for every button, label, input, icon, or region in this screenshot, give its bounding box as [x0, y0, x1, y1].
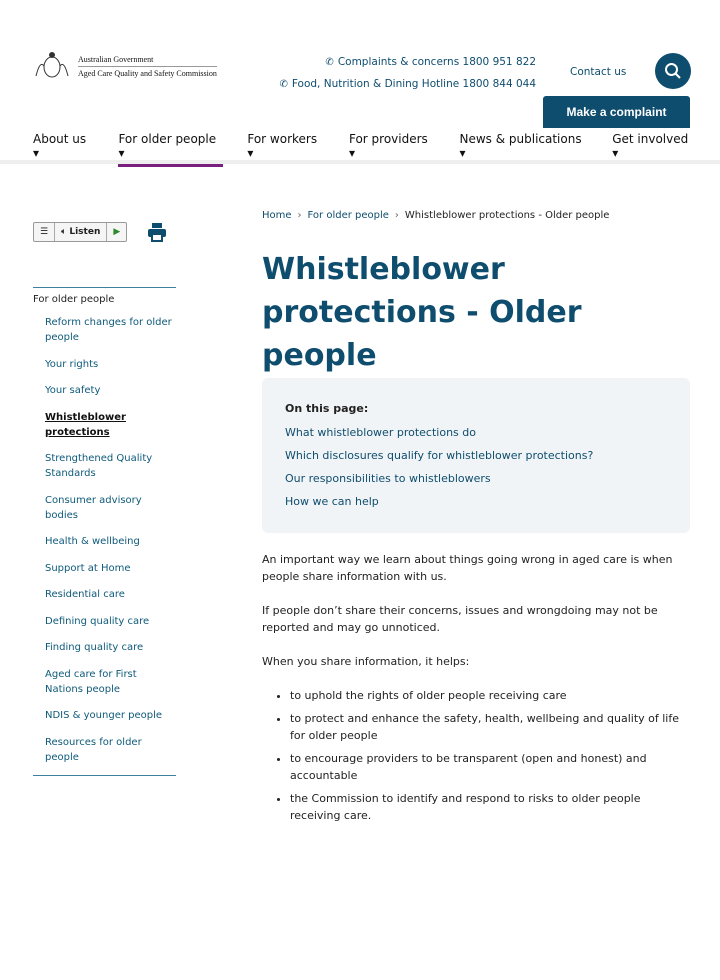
nav-get-involved[interactable]: Get involved ▾ — [612, 132, 689, 160]
breadcrumb-home[interactable]: Home — [262, 210, 292, 221]
speaker-icon: 🔈︎ — [61, 227, 67, 237]
make-complaint-button[interactable]: Make a complaint — [543, 96, 690, 128]
logo-line2: Aged Care Quality and Safety Commission — [78, 68, 217, 78]
breadcrumb-current: Whistleblower protections - Older people — [404, 210, 610, 221]
sidebar-item[interactable]: Reform changes for older people — [45, 317, 172, 343]
search-icon — [664, 62, 682, 80]
sidebar-item-current[interactable]: Whistleblower protections — [45, 411, 126, 438]
hotline-phone-text: Food, Nutrition & Dining Hotline 1800 844 044 — [291, 78, 536, 90]
logo-line1: Australian Government — [78, 53, 217, 67]
contact-us-link[interactable]: Contact us — [570, 66, 627, 78]
on-this-page-box — [262, 378, 690, 533]
sidebar-item[interactable]: NDIS & younger people — [45, 710, 163, 721]
toc-link[interactable]: What whistleblower protections do — [285, 426, 476, 439]
nav-for-providers[interactable]: For providers ▾ — [348, 132, 428, 160]
complaints-phone[interactable] — [325, 56, 536, 68]
sidebar-parent-link[interactable]: For older people — [33, 294, 115, 305]
sidebar-item[interactable]: Consumer advisory bodies — [45, 494, 142, 521]
list-item: • to protect and enhance the safety, health, wellbeing and quality of life for older people — [290, 710, 692, 744]
list-item: • to encourage providers to be transparent (open and honest) and accountable — [290, 750, 692, 784]
phone-icon: ✆ — [279, 79, 288, 90]
toc-link[interactable]: Which disclosures qualify for whistleblower protections? — [285, 449, 594, 462]
play-button[interactable]: ▶ — [113, 227, 121, 237]
listen-toolbar — [33, 222, 127, 242]
nav-for-workers[interactable]: For workers ▾ — [247, 132, 318, 160]
sidebar-item[interactable]: Residential care — [45, 589, 125, 600]
phone-icon: ✆ — [325, 57, 334, 68]
sidebar-item[interactable]: Your safety — [45, 385, 101, 396]
nav-divider — [0, 160, 720, 164]
sidebar-item[interactable]: Your rights — [45, 358, 99, 370]
chevron-right-icon: › — [394, 210, 399, 221]
nav-about-us[interactable]: About us ▾ — [33, 132, 87, 160]
listen-menu-button[interactable]: ☰ — [34, 223, 55, 241]
list-item: • the Commission to identify and respond to risks to older people receiving care. — [290, 790, 692, 824]
complaints-phone-text: Complaints & concerns 1800 951 822 — [337, 56, 536, 68]
coat-of-arms-icon — [32, 50, 72, 82]
paragraph: When you share information, it helps: — [262, 655, 470, 668]
sidebar-item[interactable]: Resources for older people — [45, 736, 142, 763]
paragraph: An important way we learn about things going wrong in aged care is when people share information with us. — [262, 553, 673, 583]
sidebar-nav — [33, 287, 176, 776]
benefits-list — [262, 687, 692, 824]
paragraph: If people don’t share their concerns, issues and wrongdoing may not be reported and may go unnoticed. — [262, 604, 658, 634]
search-button[interactable] — [655, 53, 691, 89]
toc-link[interactable]: Our responsibilities to whistleblowers — [285, 472, 491, 485]
sidebar-item[interactable]: Support at Home — [45, 562, 131, 574]
print-icon[interactable] — [147, 222, 167, 242]
page-content — [262, 551, 692, 830]
hotline-phone[interactable] — [279, 78, 536, 90]
sidebar-item[interactable]: Aged care for First Nations people — [45, 668, 137, 695]
chevron-right-icon: › — [297, 210, 302, 221]
list-item: • to uphold the rights of older people receiving care — [290, 687, 692, 704]
sidebar-item[interactable]: Health & wellbeing — [45, 536, 140, 547]
page-title: Whistleblower protections - Older people — [262, 252, 582, 373]
toc-link[interactable]: How we can help — [285, 495, 379, 508]
sidebar-item[interactable]: Defining quality care — [45, 615, 150, 627]
main-nav — [0, 128, 720, 160]
breadcrumb — [262, 210, 609, 221]
breadcrumb-for-older-people[interactable]: For older people — [307, 210, 389, 221]
nav-for-older-people[interactable]: For older people ▾ — [118, 128, 223, 163]
site-logo[interactable] — [32, 50, 217, 82]
sidebar-item[interactable]: Finding quality care — [45, 642, 144, 653]
on-this-page-heading: On this page: — [285, 402, 369, 415]
nav-news-publications[interactable]: News & publications ▾ — [459, 132, 582, 160]
sidebar-item[interactable]: Strengthened Quality Standards — [45, 453, 153, 479]
listen-button[interactable]: 🔈︎ Listen — [55, 223, 107, 241]
